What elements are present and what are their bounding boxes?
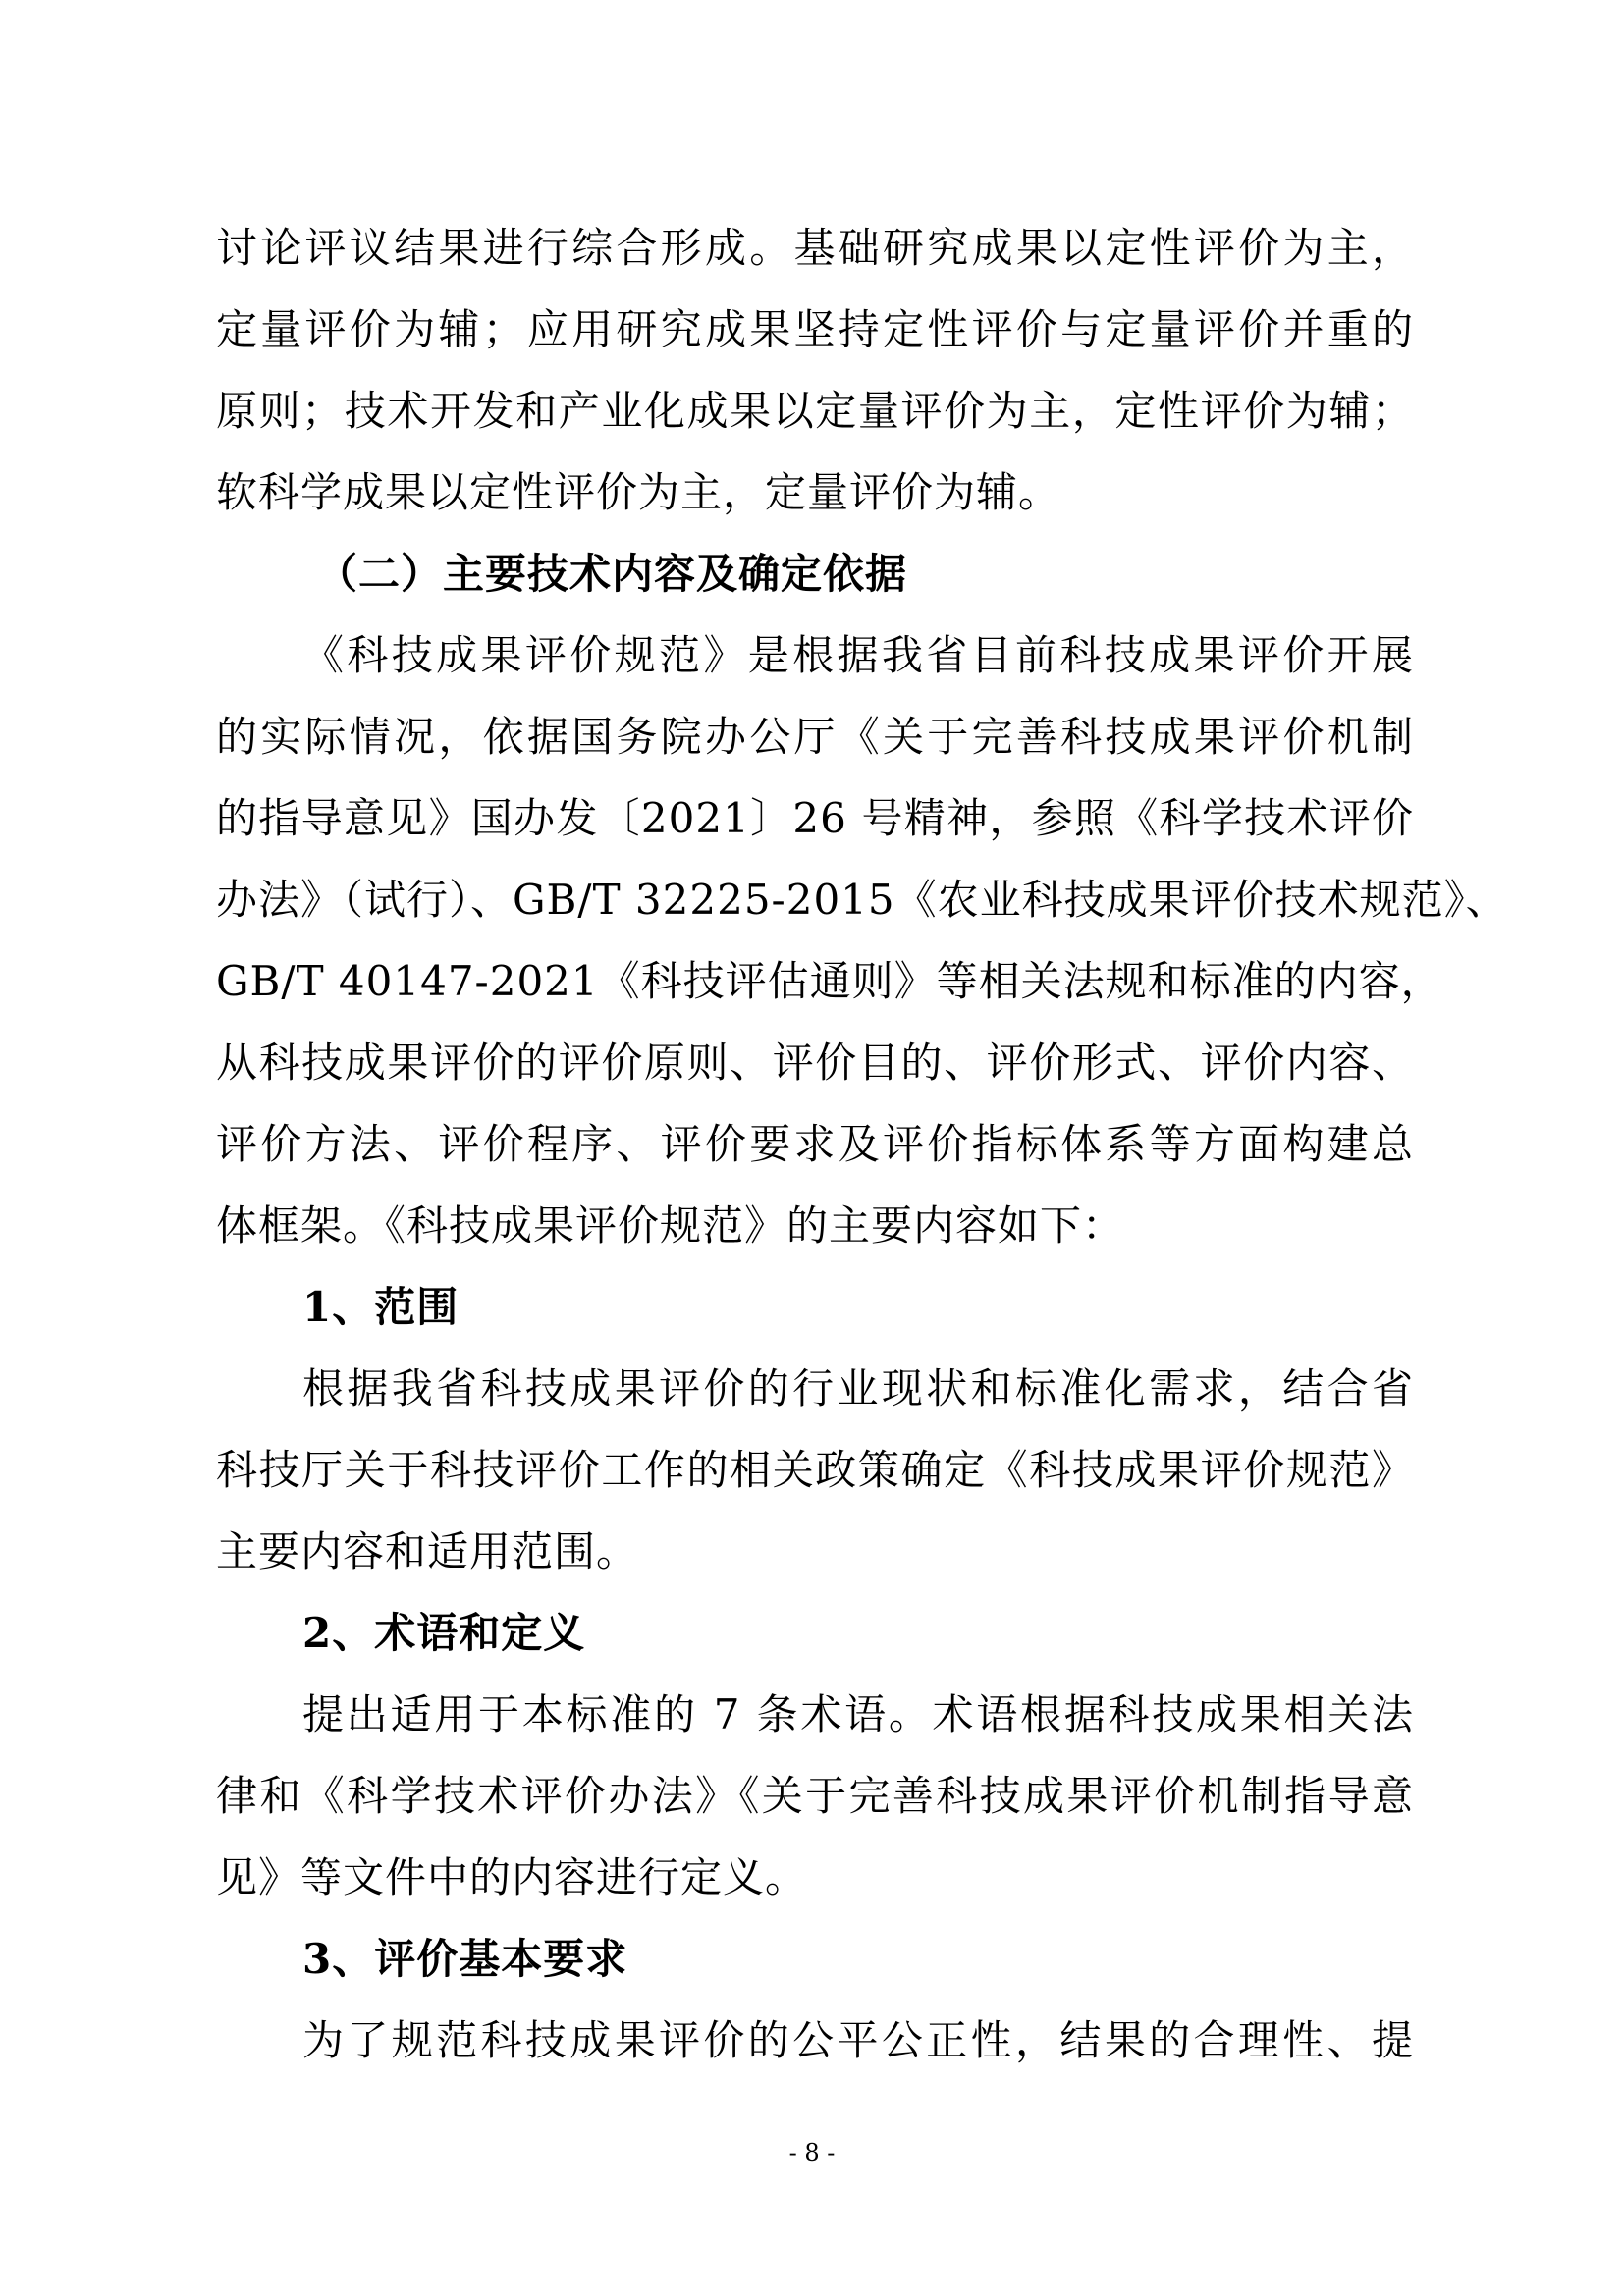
paragraph-line: 的实际情况，依据国务院办公厅《关于完善科技成果评价机制	[216, 713, 1414, 761]
paragraph-line: 定量评价为辅；应用研究成果坚持定性评价与定量评价并重的	[216, 305, 1414, 353]
subsection-heading: 2、术语和定义	[302, 1609, 586, 1657]
paragraph-line: 讨论评议结果进行综合形成。基础研究成果以定性评价为主，	[216, 224, 1414, 272]
paragraph-line: 评价方法、评价程序、评价要求及评价指标体系等方面构建总	[216, 1120, 1414, 1168]
paragraph-line: 主要内容和适用范围。	[216, 1527, 639, 1575]
paragraph-line: 提出适用于本标准的 7 条术语。术语根据科技成果相关法	[302, 1690, 1414, 1738]
paragraph-line: 原则；技术开发和产业化成果以定量评价为主，定性评价为辅；	[216, 387, 1414, 435]
paragraph-line: 软科学成果以定性评价为主，定量评价为辅。	[216, 468, 1061, 516]
paragraph-line: 体框架。《科技成果评价规范》的主要内容如下：	[216, 1201, 1125, 1250]
paragraph-line: 律和《科学技术评价办法》《关于完善科技成果评价机制指导意	[216, 1772, 1414, 1820]
subsection-heading: 3、评价基本要求	[302, 1935, 628, 1983]
paragraph-line: 根据我省科技成果评价的行业现状和标准化需求，结合省	[302, 1364, 1414, 1413]
paragraph-line: 的指导意见》国办发〔2021〕26 号精神，参照《科学技术评价	[216, 794, 1414, 842]
paragraph-line: 《科技成果评价规范》是根据我省目前科技成果评价开展	[302, 631, 1414, 679]
paragraph-line: 科技厅关于科技评价工作的相关政策确定《科技成果评价规范》	[216, 1446, 1414, 1494]
subsection-heading: 1、范围	[302, 1283, 460, 1331]
paragraph-line: 见》等文件中的内容进行定义。	[216, 1853, 808, 1901]
paragraph-line: 从科技成果评价的评价原则、评价目的、评价形式、评价内容、	[216, 1039, 1414, 1087]
page-number: - 8 -	[788, 2139, 836, 2166]
paragraph-line: 办法》（试行）、GB/T 32225-2015《农业科技成果评价技术规范》、	[216, 876, 1508, 924]
paragraph-line: GB/T 40147-2021《科技评估通则》等相关法规和标准的内容，	[216, 957, 1443, 1005]
section-heading: （二）主要技术内容及确定依据	[316, 550, 908, 598]
paragraph-line: 为了规范科技成果评价的公平公正性，结果的合理性、提	[302, 2016, 1414, 2064]
